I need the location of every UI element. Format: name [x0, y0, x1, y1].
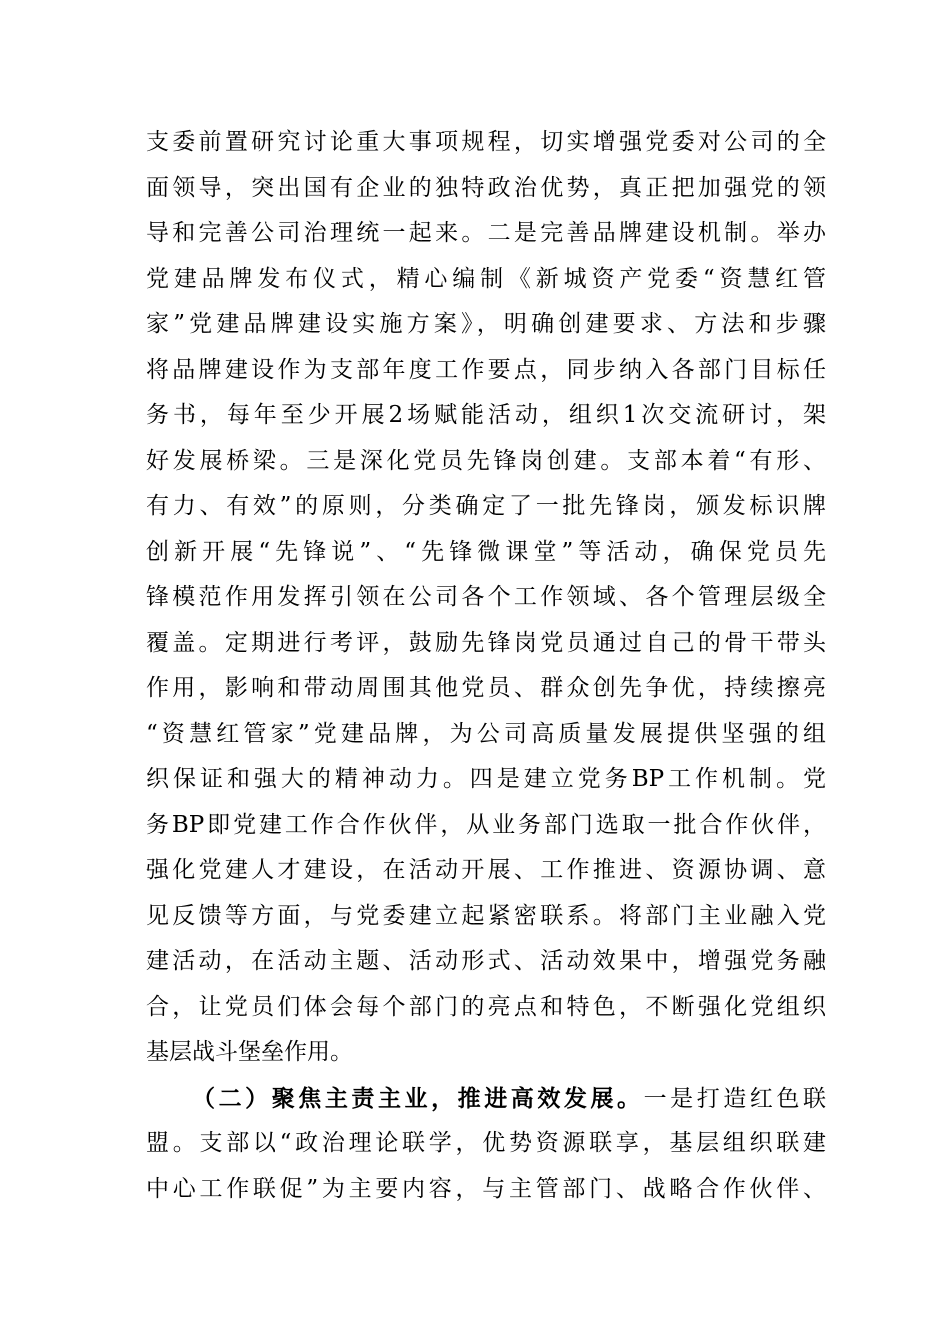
text-line: [146, 1076, 826, 1122]
paragraph-1: [146, 120, 826, 1076]
text-line: 强化党建人才建设，在活动开展、工作推进、资源协调、意: [146, 857, 826, 883]
text-line: “资慧红管家”党建品牌，为公司高质量发展提供坚强的组: [146, 720, 826, 747]
text-line: 导和完善公司治理统一起来。二是完善品牌建设机制。举办: [146, 220, 826, 246]
text-line: 盟。支部以“政治理论联学，优势资源联享，基层组织联建: [146, 1130, 826, 1156]
text-line: 基层战斗堡垒作用。: [146, 1039, 353, 1065]
text-line: 覆盖。定期进行考评，鼓励先锋岗党员通过自己的骨干带头: [146, 629, 826, 656]
text-line: 合，让党员们体会每个部门的亮点和特色，不断强化党组织: [146, 993, 826, 1020]
text-line: 家”党建品牌建设实施方案》，明确创建要求、方法和步骤: [146, 311, 826, 337]
text-line: 见反馈等方面，与党委建立起紧密联系。将部门主业融入党: [146, 902, 826, 929]
text-line: 中心工作联促”为主要内容，与主管部门、战略合作伙伴、: [146, 1175, 826, 1202]
paragraph-2: [146, 1076, 826, 1213]
text-line: 党建品牌发布仪式，精心编制《新城资产党委“资慧红管: [146, 265, 826, 292]
text-line: 锋模范作用发挥引领在公司各个工作领域、各个管理层级全: [146, 584, 826, 610]
text-line: 好发展桥梁。三是深化党员先锋岗创建。支部本着“有形、: [146, 447, 826, 474]
body-text: [146, 120, 826, 1212]
heading-continuation: 一是打造红色联: [643, 1085, 827, 1112]
text-line: 支委前置研究讨论重大事项规程，切实增强党委对公司的全: [146, 129, 826, 155]
text-line: 将品牌建设作为支部年度工作要点，同步纳入各部门目标任: [146, 356, 826, 383]
text-line: 建活动，在活动主题、活动形式、活动效果中，增强党务融: [146, 948, 826, 974]
text-line: 作用，影响和带动周围其他党员、群众创先争优，持续擦亮: [146, 675, 826, 701]
section-heading: （二）聚焦主责主业，推进高效发展。: [192, 1084, 644, 1112]
text-line: 织保证和强大的精神动力。四是建立党务BP工作机制。党: [146, 766, 826, 792]
text-line: 面领导，突出国有企业的独特政治优势，真正把加强党的领: [146, 174, 826, 201]
text-line: 创新开展“先锋说”、“先锋微课堂”等活动，确保党员先: [146, 538, 826, 565]
text-line: 务书，每年至少开展2场赋能活动，组织1次交流研讨，架: [146, 402, 826, 428]
text-line: 务BP即党建工作合作伙伴，从业务部门选取一批合作伙伴，: [146, 811, 826, 838]
text-line: 有力、有效”的原则，分类确定了一批先锋岗，颁发标识牌: [146, 493, 826, 519]
